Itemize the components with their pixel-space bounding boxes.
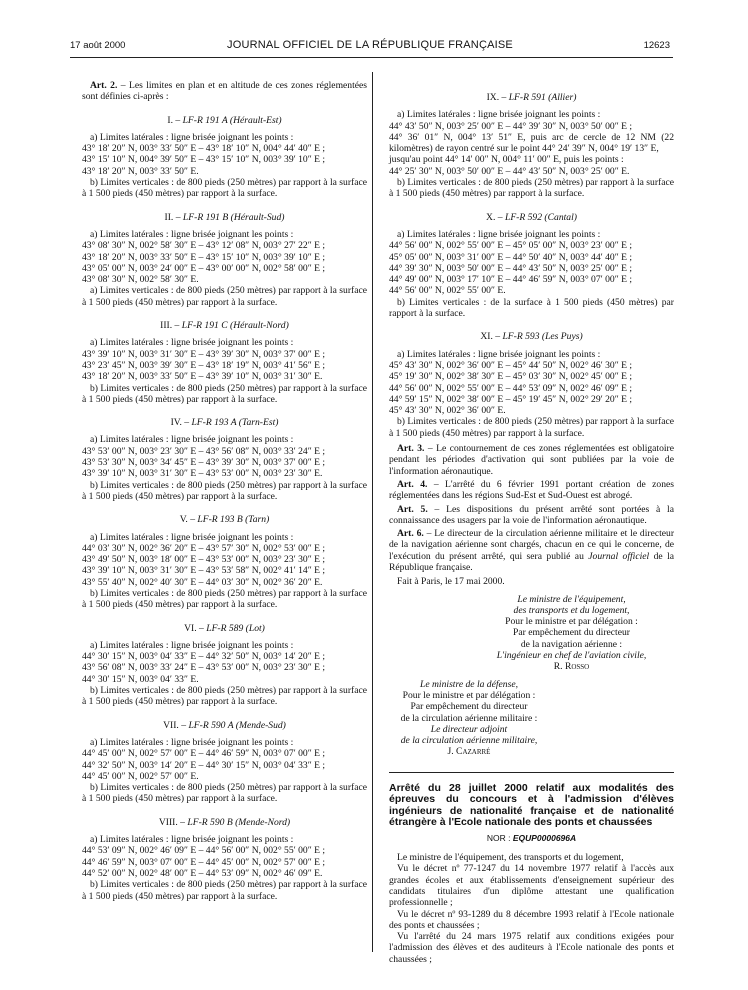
left-column	[82, 80, 367, 902]
article-label: Art. 5.	[397, 503, 428, 515]
vertical-limits: b) Limites verticales : de 800 pieds (250 mètres) par rapport à la surface à 1 500 pieds (450 mètres) par rapport à la surface.	[82, 879, 367, 902]
lateral-limits: a) Limites latérales : ligne brisée joignant les points :	[90, 736, 294, 748]
zone-number: III. –	[160, 320, 180, 332]
article	[389, 443, 674, 477]
right-column	[389, 80, 674, 965]
coordinate-line: 44° 56′ 00″ N, 002° 55′ 00″ E – 45° 05′ 00″ N, 003° 23′ 00″ E ;	[389, 240, 633, 252]
vertical-limits: b) Limites verticales : de 800 pieds (250 mètres) par rapport à la surface à 1 500 pieds (450 mètres) par rapport à la surface.	[389, 177, 674, 200]
coordinate-line: 44° 30′ 15″ N, 003° 04′ 33″ E – 44° 32′ 50″ N, 003° 14′ 20″ E ;	[82, 651, 326, 663]
right-sections	[389, 92, 674, 439]
zone-section	[82, 623, 367, 708]
vertical-limits: b) Limites verticales : de la surface à 1 500 pieds (450 mètres) par rapport à la surface.	[389, 296, 674, 320]
coordinate-line: 45° 43′ 30″ N, 002° 36′ 00″ E – 45° 44′ 50″ N, 002° 46′ 30″ E ;	[389, 359, 633, 371]
decree-nor: NOR : EQUP0000696A	[486, 832, 577, 843]
coordinate-line: jusqu'au point 44° 14′ 00″ N, 004° 11′ 00″ E, puis les points :	[389, 154, 624, 166]
zone-section	[82, 720, 367, 805]
coordinate-line: 43° 53′ 30″ N, 003° 34′ 45″ E – 43° 39′ 30″ N, 003° 37′ 00″ E ;	[82, 457, 326, 469]
decree-body	[389, 852, 674, 965]
zone-heading	[82, 623, 367, 634]
vertical-limits: b) Limites verticales : de 800 pieds (250 mètres) par rapport à la surface à 1 500 pieds (450 mètres) par rapport à la surface.	[82, 782, 367, 805]
vertical-limits: b) Limites verticales : de 800 pieds (250 mètres) par rapport à la surface à 1 500 pieds (450 mètres) par rapport à la surface.	[82, 177, 367, 200]
coordinate-line: 43° 08′ 30″ N, 002° 58′ 30″ E – 43° 12′ 08″ N, 003° 27′ 22″ E ;	[82, 240, 326, 252]
zone-title: LF-R 590 B (Mende-Nord)	[187, 816, 291, 828]
done-at-paris: Fait à Paris, le 17 mai 2000.	[397, 576, 505, 588]
zone-title: LF-R 191 A (Hérault-Est)	[182, 114, 282, 126]
zone-title: LF-R 593 (Les Puys)	[502, 331, 583, 343]
coordinate-line: 43° 18′ 20″ N, 003° 33′ 50″ E.	[82, 165, 199, 177]
zone-number: II. –	[164, 211, 181, 223]
vertical-limits: b) Limites verticales : de 800 pieds (250 mètres) par rapport à la surface à 1 500 pieds (450 mètres) par rapport à la surface.	[82, 685, 367, 708]
vertical-limits: b) Limites verticales : de 800 pieds (250 mètres) par rapport à la surface à 1 500 pieds (450 mètres) par rapport à la surface.	[82, 479, 367, 502]
zone-title: LF-R 191 B (Hérault-Sud)	[182, 211, 285, 223]
coordinate-line: 43° 39′ 10″ N, 003° 31′ 30″ E – 43° 53′ 00″ N, 003° 23′ 30″ E.	[82, 468, 323, 480]
coordinate-line: 43° 56′ 08″ N, 003° 33′ 24″ E – 43° 53′ 00″ N, 003° 23′ 30″ E ;	[82, 662, 326, 674]
article-6: Art. 6. – Le directeur de la circulation aérienne militaire et le directeur de la navigation aérienne sont chargés, chacun en ce qui le concerne, de l'exécution du présent arrêté, qui sera publié au Journal officiel de la République française.	[389, 528, 675, 573]
signature-equipement-name: R. Rosso	[553, 661, 590, 673]
zone-heading	[82, 320, 367, 331]
coordinate-line: 44° 36′ 01″ N, 004° 13′ 51″ E, puis arc de cercle de 12 NM (22 kilomètres) de rayon centré sur le point 44° 24′ 39″ N, 004° 19′ 13″ E,	[389, 131, 674, 155]
coordinate-line: 45° 43′ 30″ N, 002° 36′ 00″ E.	[389, 405, 506, 417]
zone-heading	[389, 331, 674, 342]
lateral-limits: a) Limites latérales : ligne brisée joignant les points :	[90, 834, 294, 846]
decree-separator	[389, 772, 674, 773]
zone-number: V. –	[179, 514, 195, 526]
zone-heading	[82, 212, 367, 223]
zone-number: VII. –	[163, 719, 187, 731]
coordinate-line: 43° 23′ 45″ N, 003° 39′ 30″ E – 43° 18′ 19″ N, 003° 41′ 56″ E ;	[82, 359, 326, 371]
zone-number: X. –	[486, 211, 503, 223]
coordinate-line: 45° 19′ 30″ N, 002° 38′ 30″ E – 45° 03′ 30″ N, 002° 45′ 00″ E ;	[389, 371, 633, 383]
coordinate-line: 43° 49′ 50″ N, 003° 18′ 00″ E – 43° 53′ 00″ N, 003° 23′ 30″ E ;	[82, 554, 326, 566]
lateral-limits: a) Limites latérales : ligne brisée joignant les points :	[90, 337, 294, 349]
coordinate-line: 43° 39′ 10″ N, 003° 31′ 30″ E – 43° 39′ 30″ N, 003° 37′ 00″ E ;	[82, 348, 326, 360]
zone-title: LF-R 193 A (Tarn-Est)	[191, 417, 279, 429]
coordinate-line: 43° 53′ 00″ N, 003° 23′ 30″ E – 43° 56′ 08″ N, 003° 33′ 24″ E ;	[82, 445, 326, 457]
zone-title: LF-R 592 (Cantal)	[504, 211, 577, 223]
coordinate-line: 44° 25′ 30″ N, 003° 50′ 00″ E – 44° 43′ 50″ N, 003° 25′ 00″ E.	[389, 165, 630, 177]
coordinate-line: 44° 56′ 00″ N, 002° 55′ 00″ E.	[389, 285, 506, 297]
zone-heading	[82, 817, 367, 828]
decree-paragraph: Vu l'arrêté du 24 mars 1975 relatif aux conditions exigées pour l'admission des élèves et des auditeurs à l'Ecole nationale des ponts et chaussées ;	[389, 931, 674, 965]
zone-title: LF-R 591 (Allier)	[508, 92, 577, 103]
lateral-limits: a) Limites latérales : ligne brisée joignant les points :	[90, 131, 294, 143]
zone-heading	[82, 417, 367, 428]
article-text: – L'arrêté du 6 février 1991 portant création de zones réglementées dans les régions Sud-Est et Sud-Ouest est abrogé.	[389, 478, 674, 502]
coordinate-line: 44° 03′ 30″ N, 002° 36′ 20″ E – 43° 57′ 30″ N, 002° 53′ 00″ E ;	[82, 542, 326, 554]
signature-equipement: Le ministre de l'équipement, des transports et du logement, Pour le ministre et par délégation : Par empêchement du directeur de la navigation aérienne : L'ingénieur en chef de l'aviation civile, R. Rosso	[389, 594, 674, 673]
vertical-limits: b) Limites verticales : de 800 pieds (250 mètres) par rapport à la surface à 1 500 pieds (450 mètres) par rapport à la surface.	[389, 416, 674, 439]
zone-heading	[389, 92, 674, 103]
articles	[389, 443, 674, 526]
article-text: – Le contournement de ces zones réglementées est obligatoire pendant les périodes d'activation qui sont publiées par la voie de l'information aéronautique.	[389, 443, 674, 477]
coordinate-line: 44° 53′ 09″ N, 002° 46′ 09″ E – 44° 56′ 00″ N, 002° 55′ 00″ E ;	[82, 845, 326, 857]
coordinate-line: 43° 18′ 20″ N, 003° 33′ 50″ E – 43° 39′ 10″ N, 003° 31′ 30″ E.	[82, 371, 323, 383]
vertical-limits: a) Limites verticales : de 800 pieds (250 mètres) par rapport à la surface à 1 500 pieds (450 mètres) par rapport à la surface.	[82, 285, 367, 308]
article-text: – Les dispositions du présent arrêté sont portées à la connaissance des usagers par la voie de l'information aéronautique.	[389, 503, 674, 526]
lateral-limits: a) Limites latérales : ligne brisée joignant les points :	[90, 434, 294, 446]
coordinate-line: 44° 56′ 00″ N, 002° 55′ 00″ E – 44° 53′ 09″ N, 002° 46′ 09″ E ;	[389, 382, 633, 394]
coordinate-line: 44° 30′ 15″ N, 003° 04′ 33″ E.	[82, 673, 199, 685]
header-date: 17 août 2000	[70, 40, 126, 51]
zone-section	[389, 212, 674, 320]
article-label: Art. 3.	[397, 443, 425, 455]
coordinate-line: 43° 18′ 20″ N, 003° 33′ 50″ E – 43° 15′ 10″ N, 003° 39′ 10″ E ;	[82, 251, 326, 263]
lateral-limits: a) Limites latérales : ligne brisée joignant les points :	[397, 348, 601, 360]
zone-number: VIII. –	[158, 816, 185, 828]
lateral-limits: a) Limites latérales : ligne brisée joignant les points :	[90, 228, 294, 240]
decree-paragraph: Le ministre de l'équipement, des transports et du logement,	[397, 852, 624, 864]
article	[389, 504, 674, 527]
zone-heading	[82, 514, 367, 525]
zone-section	[82, 320, 367, 405]
zone-heading	[82, 115, 367, 126]
coordinate-line: 43° 05′ 00″ N, 003° 24′ 00″ E – 43° 00′ 00″ N, 002° 58′ 00″ E ;	[82, 262, 326, 274]
coordinate-line: 43° 39′ 10″ N, 003° 31′ 30″ E – 43° 53′ 58″ N, 002° 41′ 14″ E ;	[82, 565, 326, 577]
decree-title: Arrêté du 28 juillet 2000 relatif aux modalités des épreuves du concours et à l'admission d'élèves ingénieurs de nationalité française et de nationalité étrangère à l'Ecole nationale des ponts et chaussées	[389, 781, 674, 829]
lateral-limits: a) Limites latérales : ligne brisée joignant les points :	[90, 639, 294, 651]
article-2-intro: Art. 2. – Les limites en plan et en altitude de ces zones réglementées sont définies ci-après :	[82, 80, 367, 103]
zone-number: IV. –	[170, 417, 190, 429]
zone-title: LF-R 590 A (Mende-Sud)	[188, 719, 286, 731]
zone-section	[82, 212, 367, 308]
header-journal-title: JOURNAL OFFICIEL DE LA RÉPUBLIQUE FRANÇAISE	[227, 39, 513, 51]
lateral-limits: a) Limites latérales : ligne brisée joignant les points :	[397, 109, 601, 121]
zone-title: LF-R 589 (Lot)	[206, 622, 265, 634]
vertical-limits: b) Limites verticales : de 800 pieds (250 mètres) par rapport à la surface à 1 500 pieds (450 mètres) par rapport à la surface.	[82, 587, 367, 611]
coordinate-line: 43° 15′ 10″ N, 004° 39′ 50″ E – 43° 15′ 10″ N, 003° 39′ 10″ E ;	[82, 154, 326, 166]
article	[389, 479, 674, 502]
vertical-limits: b) Limites verticales : de 800 pieds (250 mètres) par rapport à la surface à 1 500 pieds (450 mètres) par rapport à la surface.	[82, 382, 367, 405]
zone-section	[82, 115, 367, 200]
decree-paragraph: Vu le décret nº 77-1247 du 14 novembre 1977 relatif à l'accès aux grandes écoles et aux établissements d'enseignement supérieur des candidats titulaires d'un diplôme attestant une qualification professionnelle ;	[389, 863, 674, 909]
signature-defense: Le ministre de la défense, Pour le ministre et par délégation : Par empêchement du directeur de la circulation aérienne militaire : Le directeur adjoint de la circulation aérienne militaire, J. Cazarré	[389, 679, 549, 758]
lateral-limits: a) Limites latérales : ligne brisée joignant les points :	[397, 228, 601, 240]
coordinate-line: 44° 45′ 00″ N, 002° 57′ 00″ E.	[82, 770, 199, 782]
coordinate-line: 44° 43′ 50″ N, 003° 25′ 00″ E – 44° 39′ 30″ N, 003° 50′ 00″ E ;	[389, 120, 633, 132]
coordinate-line: 44° 46′ 59″ N, 003° 07′ 00″ E – 44° 45′ 00″ N, 002° 57′ 00″ E ;	[82, 856, 326, 868]
zone-heading	[389, 212, 674, 223]
zone-section	[389, 331, 674, 439]
page-header	[70, 40, 670, 54]
zone-section	[82, 417, 367, 502]
zone-title: LF-R 191 C (Hérault-Nord)	[181, 320, 289, 332]
lateral-limits: a) Limites latérales : ligne brisée joignant les points :	[90, 531, 294, 543]
coordinate-line: 43° 55′ 40″ N, 002° 40′ 30″ E – 44° 03′ 30″ N, 002° 36′ 20″ E.	[82, 576, 323, 588]
coordinate-line: 44° 49′ 00″ N, 003° 17′ 10″ E – 44° 46′ 59″ N, 003° 07′ 00″ E ;	[389, 274, 633, 286]
zone-title: LF-R 193 B (Tarn)	[197, 514, 270, 526]
left-sections	[82, 115, 367, 902]
zone-number: I. –	[167, 114, 181, 126]
article-label: Art. 4.	[397, 478, 428, 490]
column-divider	[372, 72, 373, 952]
coordinate-line: 44° 39′ 30″ N, 003° 50′ 00″ E – 44° 43′ 50″ N, 003° 25′ 00″ E ;	[389, 262, 633, 274]
zone-heading	[82, 720, 367, 731]
zone-section	[82, 514, 367, 610]
header-rule	[70, 57, 673, 58]
decree-paragraph: Vu le décret nº 93-1289 du 8 décembre 1993 relatif à l'Ecole nationale des ponts et chaussées ;	[389, 908, 674, 931]
coordinate-line: 43° 08′ 30″ N, 002° 58′ 30″ E.	[82, 274, 199, 286]
zone-section	[82, 817, 367, 902]
zone-number: XI. –	[480, 331, 501, 343]
coordinate-line: 43° 18′ 20″ N, 003° 33′ 50″ E – 43° 18′ 10″ N, 004° 44′ 40″ E ;	[82, 143, 326, 155]
zone-number: IX. –	[486, 92, 507, 103]
zone-section	[389, 92, 674, 200]
zone-number: VI. –	[184, 622, 204, 634]
coordinate-line: 44° 32′ 50″ N, 003° 14′ 20″ E – 44° 30′ 15″ N, 003° 04′ 33″ E ;	[82, 759, 326, 771]
coordinate-line: 44° 52′ 00″ N, 002° 48′ 00″ E – 44° 53′ 09″ N, 002° 46′ 09″ E.	[82, 867, 323, 879]
header-page-number: 12623	[643, 40, 670, 51]
coordinate-line: 44° 59′ 15″ N, 002° 38′ 00″ E – 45° 19′ 45″ N, 002° 29′ 20″ E ;	[389, 393, 633, 405]
coordinate-line: 45° 05′ 00″ N, 003° 31′ 00″ E – 44° 50′ 40″ N, 003° 44′ 40″ E ;	[389, 251, 633, 263]
signature-defense-name: J. Cazarré	[447, 746, 491, 758]
coordinate-line: 44° 45′ 00″ N, 002° 57′ 00″ E – 44° 46′ 59″ N, 003° 07′ 00″ E ;	[82, 748, 326, 760]
